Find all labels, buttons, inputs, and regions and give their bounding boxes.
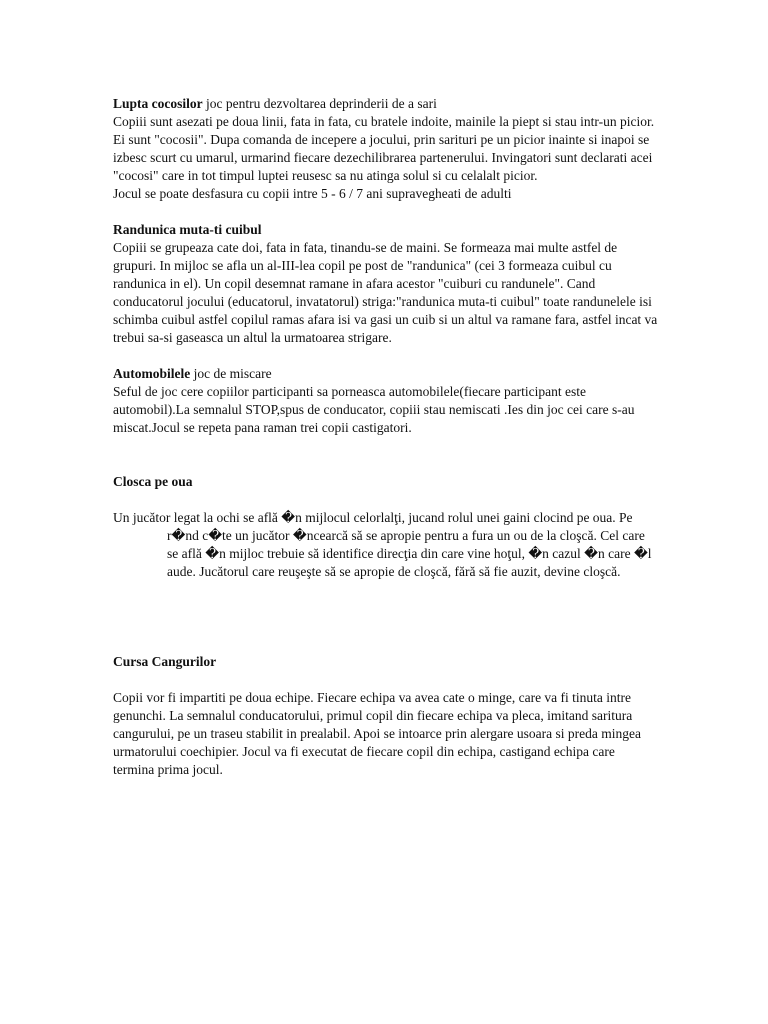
section-title: Closca pe oua [113, 474, 193, 489]
section-body: Copiii sunt asezati pe doua linii, fata in fata, cu bratele indoite, mainile la piept si stau intr-un picior. Ei sunt "cocosii". Dupa comanda de incepere a jocului, prin sarituri pe un picior inainte si inapoi se izbesc scurt cu umarul, urmarind fiecare dezechilibrarea partenerului. Invingatori sunt declarati acei "cocosi" care in tot timpul luptei reusesc sa nu atinga solul si cu celalalt picior. [113, 114, 655, 183]
section-cursa-cangurilor [113, 653, 658, 779]
section-title: Lupta cocosilor [113, 96, 203, 111]
section-heading-line [113, 365, 658, 383]
section-heading-line [113, 95, 658, 113]
section-subtitle: joc pentru dezvoltarea deprinderii de a sari [202, 96, 437, 111]
section-automobilele [113, 365, 658, 437]
section-body: Copii vor fi impartiti pe doua echipe. Fiecare echipa va avea cate o minge, care va fi tinuta intre genunchi. La semnalul conducatorului, primul copil din fiecare echipa va pleca, imitand saritura cangurului, pe un traseu stabilit in prealabil. Apoi se intoarce prin alergare usoara si preda mingea urmatorului coechipier. Jocul va fi executat de fiecare copil din echipa, castigand echipa care termina prima jocul. [113, 690, 641, 777]
section-title: Randunica muta-ti cuibul [113, 222, 262, 237]
section-randunica [113, 221, 658, 347]
section-subtitle: joc de miscare [190, 366, 272, 381]
section-lupta-cocosilor [113, 95, 658, 203]
section-body: Seful de joc cere copiilor participanti sa porneasca automobilele(fiecare participant este automobil).La semnalul STOP,spus de conducator, copiii stau nemiscati .Ies din joc cei care s-au miscat.Jocul se repeta pana raman trei copii castigatori. [113, 384, 635, 435]
section-note: Jocul se poate desfasura cu copii intre 5 - 6 / 7 ani supravegheati de adulti [113, 186, 512, 201]
section-title: Automobilele [113, 366, 191, 381]
section-title: Cursa Cangurilor [113, 654, 217, 669]
section-closca-pe-oua [113, 473, 658, 581]
document-page [113, 95, 658, 779]
section-body: Copiii se grupeaza cate doi, fata in fata, tinandu-se de maini. Se formeaza mai multe astfel de grupuri. In mijloc se afla un al-III-lea copil pe post de "randunica" (cei 3 formeaza cuibul cu randunica in el). Un copil desemnat ramane in afara acestor "cuiburi cu randunele". Cand conducatorul jocului (educatorul, invatatorul) striga:"randunica muta-ti cuibul" toate randunelele isi schimba cuibul astfel copilul ramas afara isi va gasi un cuib si un altul va ramane fara, astfel incat va trebui sa-si gaseasca un altul la urmatoarea strigare. [113, 240, 658, 345]
section-body: Un jucător legat la ochi se află �n mijlocul celorlalţi, jucand rolul unei gaini clocind pe oua. Pe r�nd c�te un jucător �ncearcă să se apropie pentru a fura un ou de la cloşcă. Cel care se află �n mijloc trebuie să identifice direcţia din care vine hoţul, �n cazul �n care �l aude. Jucătorul care reuşeşte să se apropie de cloşcă, fără să fie auzit, devine cloşcă. [113, 510, 652, 579]
